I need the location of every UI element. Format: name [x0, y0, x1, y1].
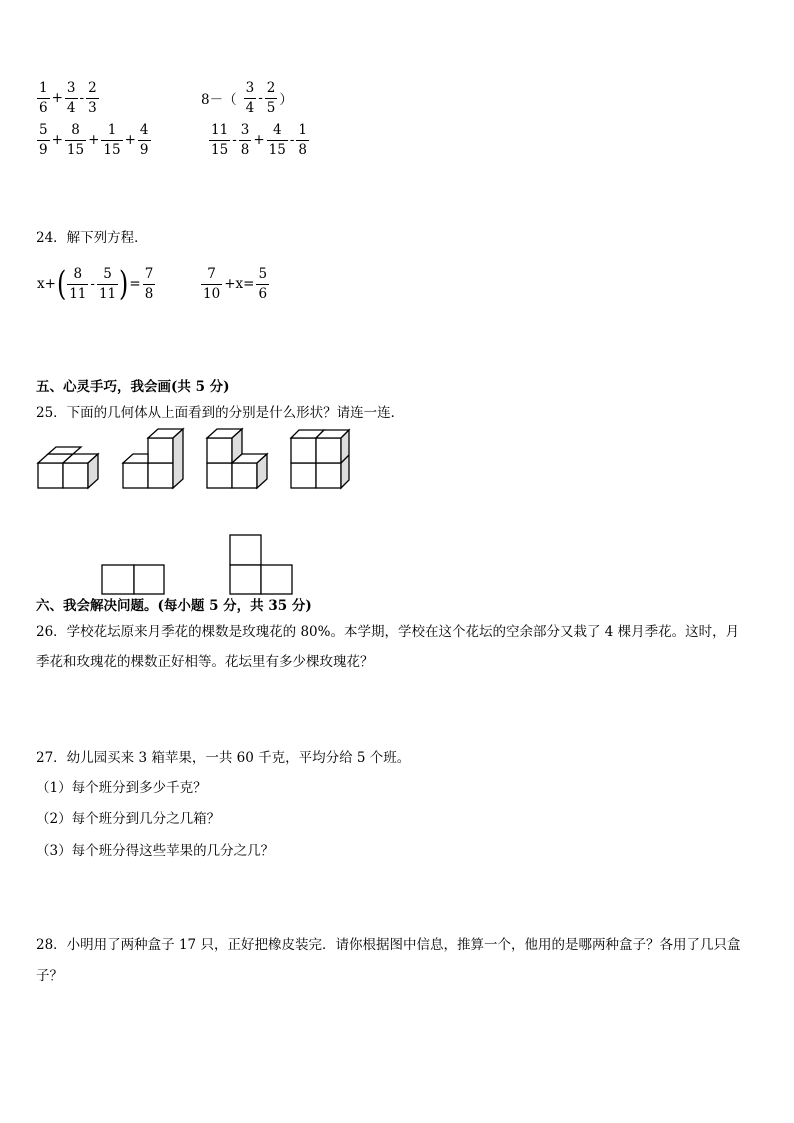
fraction: $\frac{11}{15}$ [211, 121, 229, 158]
section-5-heading: 五、心灵手巧，我会画(共 5 分) [36, 379, 230, 395]
calc-expression-4: $\frac{11}{15}$ - $\frac{3}{8}$ + $\frac{4}{15}$ - $\frac{1}{8}$ [211, 121, 307, 158]
question-26-line-2: 季花和玫瑰花的棵数正好相等。花坛里有多少棵玫瑰花？ [36, 654, 374, 670]
fraction: $\frac{3}{4}$ [66, 79, 76, 116]
fraction: $\frac{2}{3}$ [88, 79, 97, 116]
solid-figure-2 [123, 429, 183, 488]
question-27-sub-2: （2）每个班分到几分之几箱？ [36, 811, 221, 827]
fraction: $\frac{7}{8}$ [144, 265, 154, 302]
question-27-text: 27．幼儿园买来 3 箱苹果，一共 60 千克，平均分给 5 个班。 [36, 750, 411, 766]
equation-1: x+ ( $\frac{8}{11}$ - $\frac{5}{11}$ ) = $\frac{7}{8}$ [37, 264, 154, 304]
fraction: $\frac{5}{6}$ [258, 265, 268, 302]
question-26-line-1: 26．学校花坛原来月季花的棵数是玫瑰花的 80%。本学期，学校在这个花坛的空余部分又栽了 4 棵月季花。这时，月 [36, 624, 740, 640]
question-28-line-2: 子？ [36, 968, 63, 984]
fraction: $\frac{7}{10}$ [203, 265, 221, 302]
fraction: $\frac{3}{4}$ [245, 79, 255, 116]
solid-figure-4 [291, 430, 349, 488]
question-25-text: 25．下面的几何体从上面看到的分别是什么形状？请连一连． [36, 405, 405, 421]
fraction: $\frac{5}{11}$ [98, 265, 117, 302]
calc-expression-1: $\frac{1}{6}$ + $\frac{3}{4}$ - $\frac{2}{3}$ [39, 79, 97, 116]
calc-expression-3: $\frac{5}{9}$ + $\frac{8}{15}$ + $\frac{1}{15}$ + $\frac{4}{9}$ [39, 121, 149, 158]
fraction: $\frac{5}{9}$ [39, 121, 48, 158]
fraction: $\frac{2}{5}$ [266, 79, 276, 116]
question-24-title: 24．解下列方程． [36, 230, 148, 246]
fraction: $\frac{1}{8}$ [298, 121, 307, 158]
fraction: $\frac{1}{15}$ [103, 121, 121, 158]
fraction: $\frac{8}{15}$ [66, 121, 85, 158]
top-view-shape-1 [102, 565, 164, 594]
solid-figure-1 [38, 447, 98, 488]
question-27-sub-1: （1）每个班分到多少千克？ [36, 780, 207, 796]
question-28-line-1: 28．小明用了两种盒子 17 只，正好把橡皮装完．请你根据图中信息，推算一个，他用的是哪两种盒子？各用了几只盒 [36, 937, 741, 953]
fraction: $\frac{4}{9}$ [139, 121, 149, 158]
fraction: $\frac{4}{15}$ [268, 121, 286, 158]
section-6-heading: 六、我会解决问题。(每小题 5 分，共 35 分) [36, 598, 312, 614]
fraction: $\frac{1}{6}$ [39, 79, 48, 116]
calc-expression-2: 8－（ $\frac{3}{4}$ - $\frac{2}{5}$ ） [201, 79, 293, 116]
question-27-sub-3: （3）每个班分得这些苹果的几分之几？ [36, 843, 275, 859]
solid-figure-3 [207, 429, 267, 488]
top-view-shape-2 [230, 535, 292, 594]
equation-2: $\frac{7}{10}$ +x= $\frac{5}{6}$ [203, 265, 268, 302]
fraction: $\frac{8}{11}$ [69, 265, 87, 302]
fraction: $\frac{3}{8}$ [240, 121, 250, 158]
